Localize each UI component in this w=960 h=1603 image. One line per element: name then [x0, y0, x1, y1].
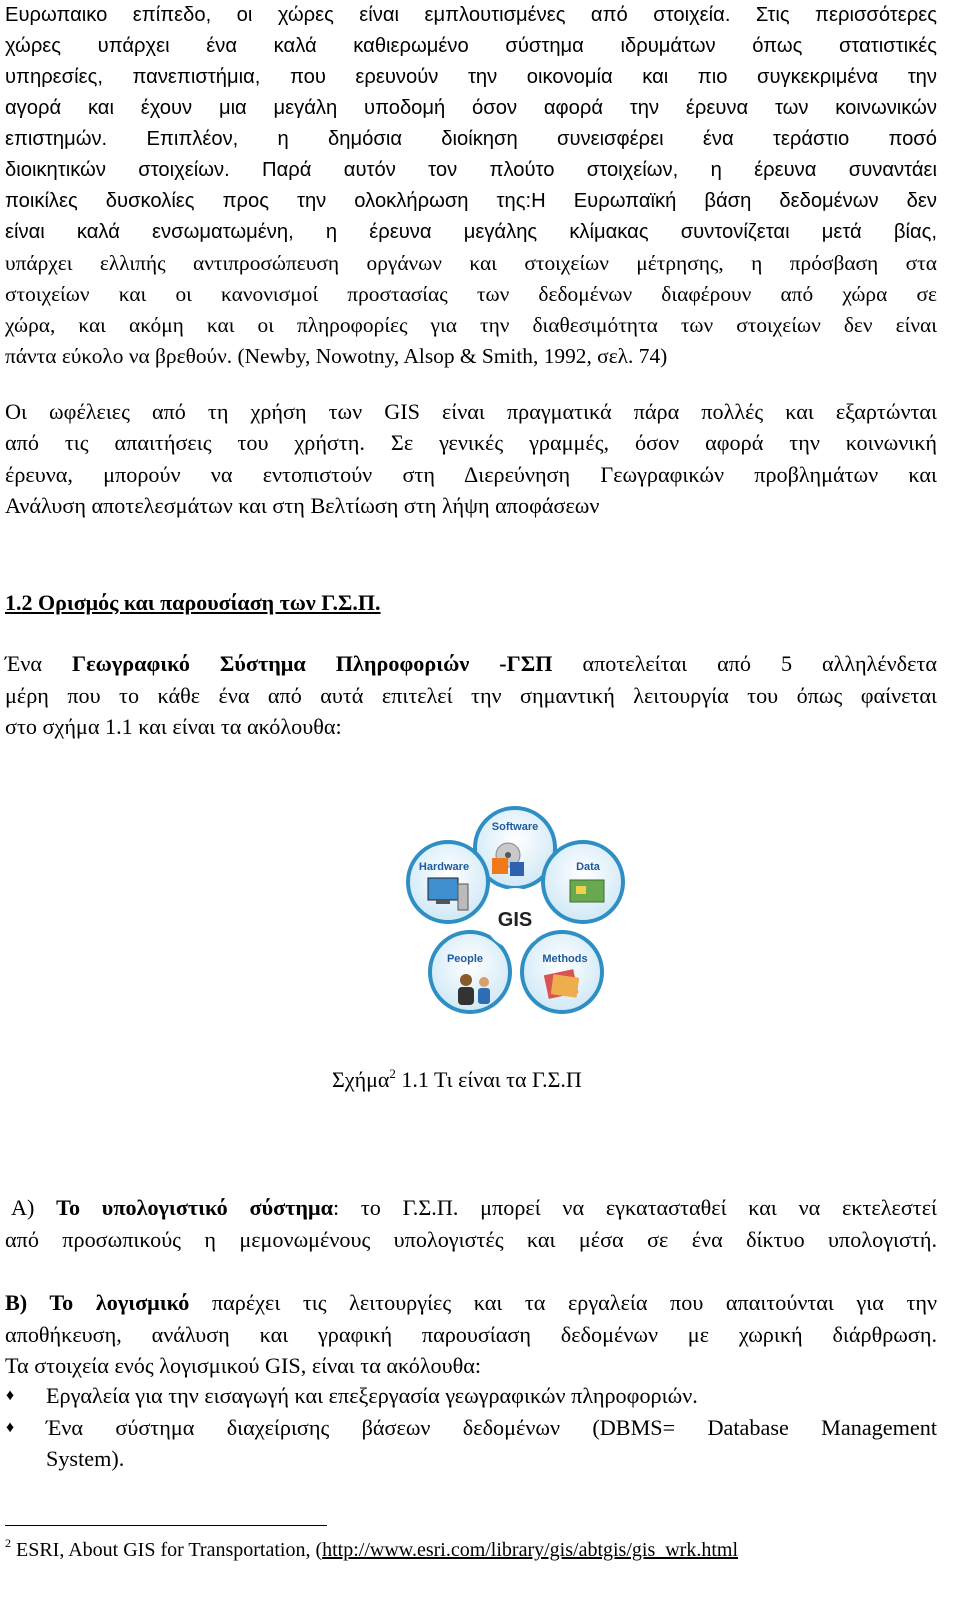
- text-line: στο σχήμα 1.1 και είναι τα ακόλουθα:: [5, 714, 342, 739]
- gis-diagram: [400, 800, 630, 1040]
- text-line: είναι καλά ενσωματωμένη, η έρευνα μεγάλης κλίμακας συντονίζεται μετά βίας,: [5, 221, 937, 243]
- segment-label: Data: [576, 861, 600, 873]
- text-fragment: Ένα: [5, 651, 72, 676]
- segment-label: Hardware: [418, 861, 470, 873]
- text-fragment: διοικητικών στοιχείων.: [5, 159, 230, 181]
- text-line: μέρη που το κάθε ένα από αυτά επιτελεί την σημαντική λειτουργία του όπως φαίνεται: [5, 682, 937, 708]
- footnote-separator: [5, 1525, 327, 1526]
- footnote-link[interactable]: http://www.esri.com/library/gis/abtgis/gis_wrk.html: [322, 1539, 739, 1561]
- text-fragment: Παρά αυτόν τον πλούτο στοιχείων, η έρευνα συναντάει: [229, 159, 937, 181]
- paragraph-lines-sans: [5, 0, 937, 155]
- monitor-icon: [428, 878, 458, 900]
- footnote: [5, 1536, 738, 1562]
- text-line: Εργαλεία για την εισαγωγή και επεξεργασία γεωγραφικών πληροφοριών.: [46, 1383, 698, 1408]
- text-line: χώρα, και ακόμη και οι πληροφορίες για την διαθεσιμότητα των στοιχείων δεν είναι: [5, 313, 937, 337]
- segment-label: Methods: [542, 953, 588, 965]
- text-fragment: : το Γ.Σ.Π. μπορεί να εγκατασταθεί και να εκτελεστεί: [332, 1195, 937, 1220]
- floppy-icon: [492, 858, 508, 874]
- segment-hardware: [408, 842, 488, 922]
- text-line: επιστημών. Επιπλέον, η δημόσια διοίκηση συνεισφέρει ένα τεράστιο ποσό: [5, 128, 937, 150]
- paragraph-gis-benefits: [5, 396, 937, 521]
- text-fragment: αποτελείται από 5 αλληλένδετα: [552, 651, 937, 676]
- section-heading: 1.2 Ορισμός και παρουσίαση των Γ.Σ.Π.: [5, 590, 381, 615]
- bold-term: Το υπολογιστικό σύστημα: [56, 1195, 333, 1220]
- gis-components-figure: [400, 800, 630, 1040]
- footnote-number: 2: [5, 1536, 11, 1550]
- person-icon: [460, 974, 472, 986]
- text-line: Οι ωφέλειες από τη χρήση των GIS είναι πραγματικά πάρα πολλές και εξαρτώνται: [5, 399, 937, 424]
- mixed-line: [5, 1192, 937, 1224]
- bold-term: Γεωγραφικό Σύστημα Πληροφοριών -ΓΣΠ: [72, 651, 553, 676]
- segment-label: Software: [491, 821, 539, 833]
- text-line: Τα στοιχεία ενός λογισμικού GIS, είναι τα ακόλουθα:: [5, 1353, 482, 1378]
- figure-caption: [332, 1066, 582, 1093]
- bold-term: Β) Το λογισμικό: [5, 1290, 190, 1315]
- text-line: System).: [46, 1446, 125, 1471]
- paragraph-computer-system: [5, 1192, 937, 1255]
- text-line: έρευνα, μπορούν να εντοπιστούν στη Διερεύνηση Γεωγραφικών προβλημάτων και: [5, 461, 937, 487]
- text-line: από προσωπικούς η μεμονωμένους υπολογιστές και μέσα σε ένα δίκτυο υπολογιστή.: [5, 1226, 937, 1252]
- text-line: πάντα εύκολο να βρεθούν. (Newby, Nowotny, Alsop & Smith, 1992, σελ. 74): [5, 344, 668, 368]
- paragraph-software: [5, 1287, 937, 1382]
- mixed-line: [5, 155, 937, 186]
- text-line: υπάρχει ελλιπής αντιπροσώπευση οργάνων και στοιχείων μέτρησης, η πρόσβαση στα: [5, 251, 937, 275]
- diamond-bullet-icon: ♦: [6, 1387, 15, 1404]
- caption-prefix: Σχήμα: [332, 1067, 390, 1092]
- segment-label: People: [446, 953, 484, 965]
- caption-text: 1.1 Τι είναι τα Γ.Σ.Π: [395, 1067, 582, 1092]
- mixed-line: [5, 1287, 937, 1319]
- diamond-bullet-icon: ♦: [6, 1418, 15, 1436]
- text-line: αγορά και έχουν μια μεγάλη υποδομή όσον αφορά την έρευνα των κοινωνικών: [5, 97, 937, 119]
- footnote-text: ESRI, About GIS for Transportation, (: [11, 1539, 323, 1561]
- mixed-line: [5, 648, 937, 680]
- text-line: Ένα σύστημα διαχείρισης βάσεων δεδομένων (DBMS= Database Management: [46, 1414, 937, 1440]
- text-line: αποθήκευση, ανάλυση και γραφική παρουσίαση δεδομένων με χωρική διάρθρωση.: [5, 1321, 937, 1347]
- paragraph-european-data: [5, 0, 937, 372]
- segment-methods: [522, 932, 602, 1012]
- text-line: Ευρωπαικο επίπεδο, οι χώρες είναι εμπλουτισμένες από στοιχεία. Στις περισσότερες: [5, 4, 937, 26]
- text-line: ποικίλες δυσκολίες προς την ολοκλήρωση της:Η Ευρωπαϊκή βάση δεδομένων δεν: [5, 190, 937, 212]
- text-line: χώρες υπάρχει ένα καλά καθιερωμένο σύστημα ιδρυμάτων όπως στατιστικές: [5, 35, 937, 57]
- list-item: [5, 1412, 937, 1475]
- text-line: Ανάλυση αποτελεσμάτων και στη Βελτίωση στη λήψη αποφάσεων: [5, 492, 600, 518]
- text-line: από τις απαιτήσεις του χρήστη. Σε γενικές γραμμές, όσον αφορά την κοινωνική: [5, 430, 937, 456]
- list-item-text: [46, 1412, 937, 1475]
- text-fragment: παρέχει τις λειτουργίες και τα εργαλεία που απαιτούνται για την: [189, 1290, 937, 1315]
- text-line: στοιχείων και οι κανονισμοί προστασίας των δεδομένων διαφέρουν από χώρα σε: [5, 282, 937, 306]
- list-item-text: [46, 1380, 937, 1412]
- segment-people: [430, 932, 510, 1012]
- paragraph-gis-definition: [5, 648, 937, 743]
- center-label: GIS: [497, 909, 533, 931]
- list-item: [5, 1380, 937, 1412]
- caption-footnote-ref: 2: [389, 1066, 396, 1081]
- text-line: υπηρεσίες, πανεπιστήμια, που ερευνούν την οικονομία και πιο συγκεκριμένα την: [5, 66, 937, 88]
- text-fragment: Α): [11, 1195, 57, 1220]
- segment-data: [543, 842, 623, 922]
- software-components-list: [5, 1380, 937, 1475]
